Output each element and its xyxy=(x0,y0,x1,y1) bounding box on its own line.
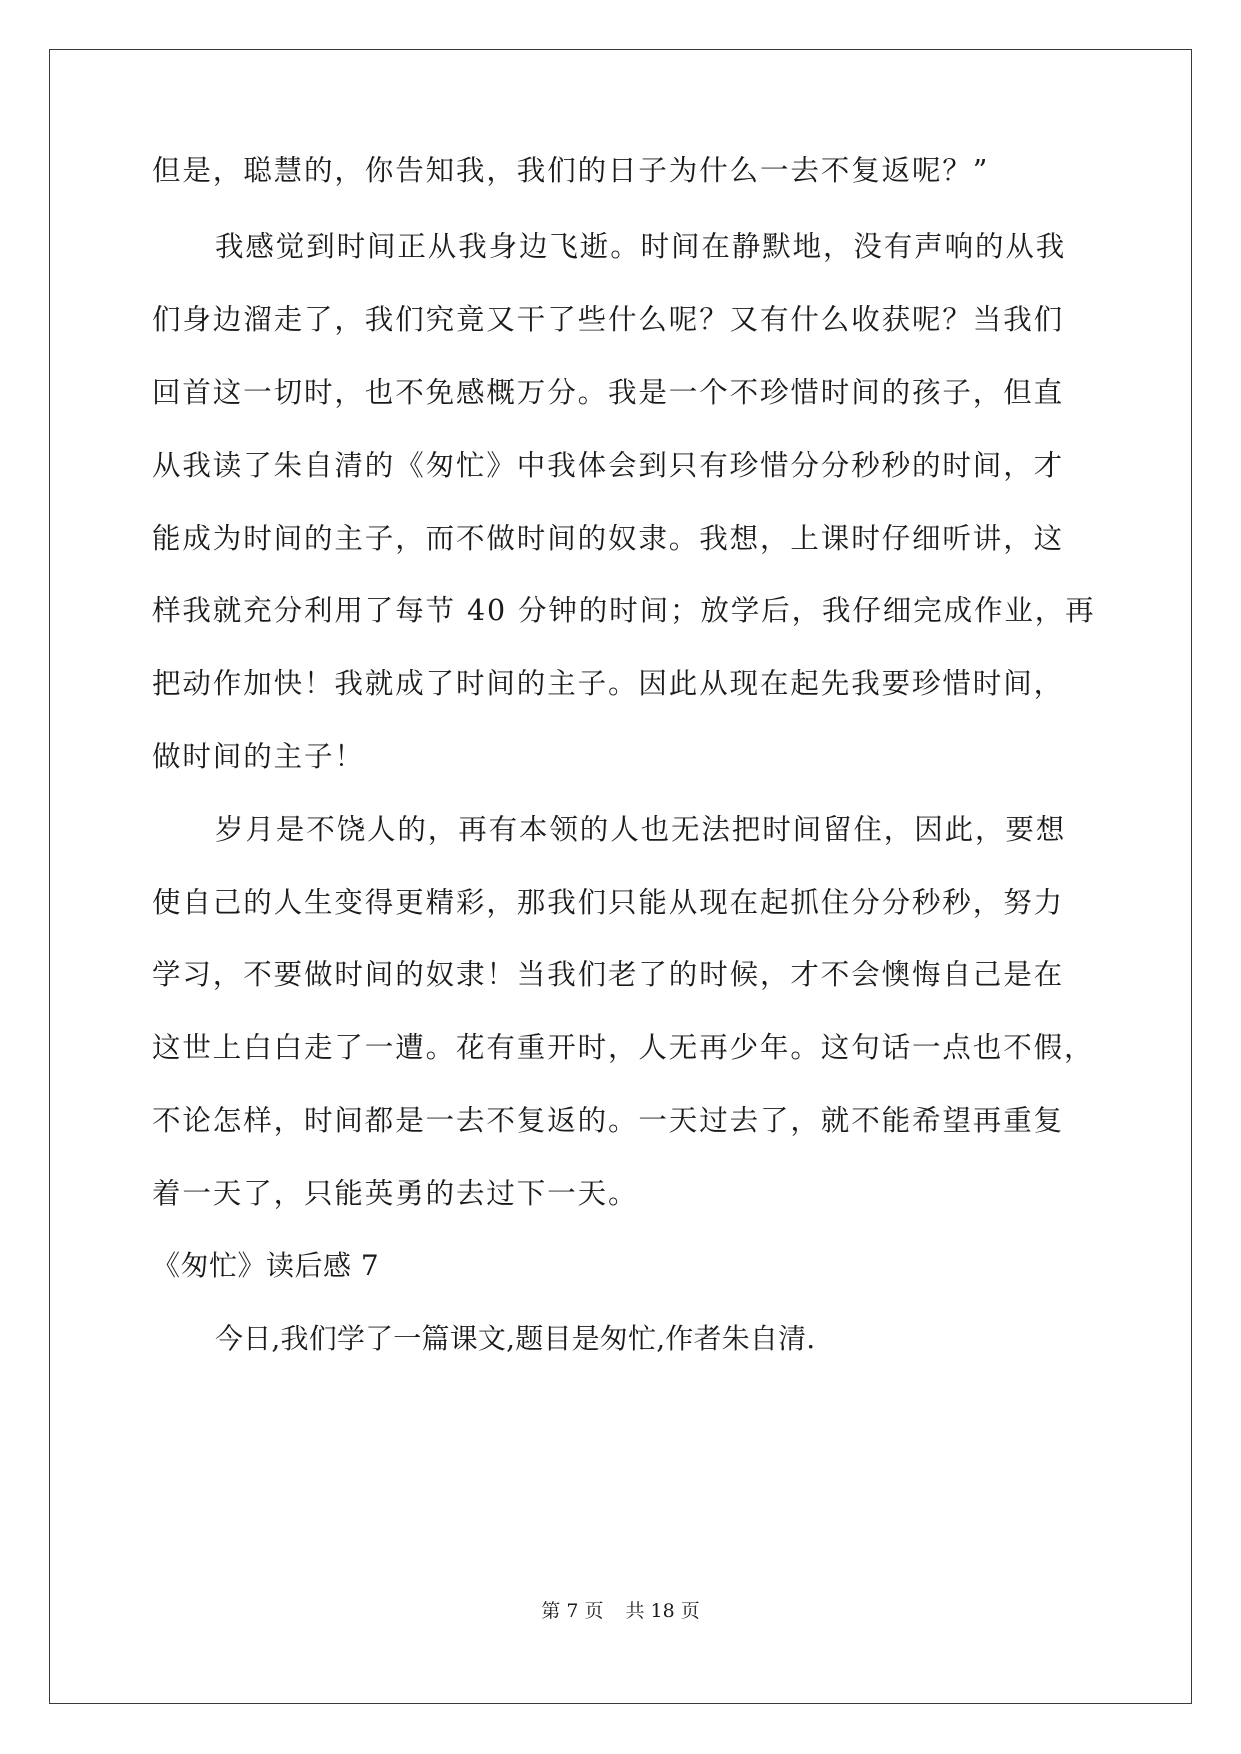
text-line: 们身边溜走了，我们究竟又干了些什么呢？又有什么收获呢？当我们 xyxy=(152,303,1065,336)
text-line: 把动作加快！我就成了时间的主子。因此从现在起先我要珍惜时间， xyxy=(152,667,1065,700)
text-line: 从我读了朱自清的《匆忙》中我体会到只有珍惜分分秒秒的时间，才 xyxy=(152,449,1065,482)
text-line: 学习，不要做时间的奴隶！当我们老了的时候，才不会懊悔自己是在 xyxy=(152,958,1065,991)
text-line: 做时间的主子！ xyxy=(152,740,365,773)
text-line: 回首这一切时，也不免感概万分。我是一个不珍惜时间的孩子，但直 xyxy=(152,376,1065,409)
page-footer xyxy=(0,1599,1241,1623)
text-line: 这世上白白走了一遭。花有重开时，人无再少年。这句话一点也不假， xyxy=(152,1031,1095,1064)
paragraph-start-line: 我感觉到时间正从我身边飞逝。时间在静默地，没有声响的从我 xyxy=(215,230,1067,263)
text-line: 不论怎样，时间都是一去不复返的。一天过去了，就不能希望再重复 xyxy=(152,1104,1065,1137)
page-border xyxy=(49,49,1192,1704)
page-total: 共 18 页 xyxy=(625,1600,700,1622)
page-number: 第 7 页 xyxy=(541,1600,604,1622)
section-heading: 《匆忙》读后感 7 xyxy=(152,1249,380,1282)
text-line: 样我就充分利用了每节 40 分钟的时间；放学后，我仔细完成作业，再 xyxy=(152,594,1096,627)
paragraph-start-line: 今日,我们学了一篇课文,题目是匆忙,作者朱自清. xyxy=(215,1322,816,1355)
text-line: 使自己的人生变得更精彩，那我们只能从现在起抓住分分秒秒，努力 xyxy=(152,886,1065,919)
text-line: 着一天了，只能英勇的去过下一天。 xyxy=(152,1177,639,1210)
text-line: 但是，聪慧的，你告知我，我们的日子为什么一去不复返呢？” xyxy=(152,154,990,187)
text-line: 能成为时间的主子，而不做时间的奴隶。我想，上课时仔细听讲，这 xyxy=(152,522,1065,555)
paragraph-start-line: 岁月是不饶人的，再有本领的人也无法把时间留住，因此，要想 xyxy=(215,813,1067,846)
